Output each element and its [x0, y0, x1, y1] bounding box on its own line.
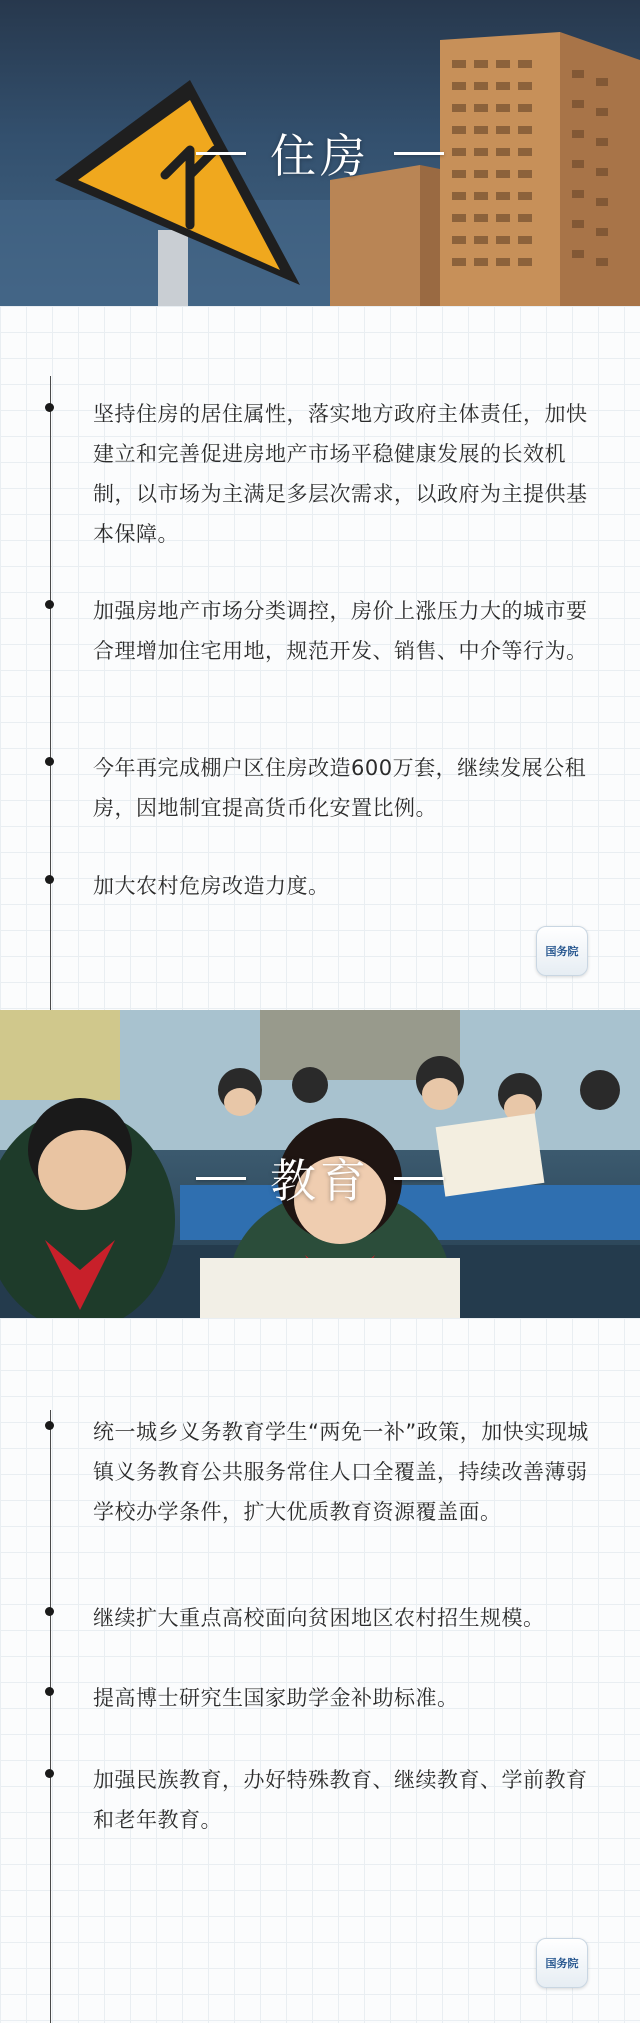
title-dash-left	[196, 1177, 246, 1180]
bullet-dot	[45, 1687, 54, 1696]
housing-item	[93, 866, 593, 906]
title-dash-right	[394, 1177, 444, 1180]
housing-item-text: 加强房地产市场分类调控，房价上涨压力大的城市要合理增加住宅用地，规范开发、销售、中介等行为。	[93, 599, 588, 663]
state-council-logo	[536, 1938, 588, 1988]
education-item	[93, 1760, 593, 1840]
housing-item	[93, 748, 593, 828]
housing-item	[93, 394, 593, 554]
bullet-dot	[45, 1607, 54, 1616]
bullet-dot	[45, 875, 54, 884]
bullet-dot	[45, 600, 54, 609]
bullet-dot	[45, 403, 54, 412]
education-item	[93, 1678, 593, 1718]
education-title-text: 教育	[270, 1154, 370, 1208]
state-council-logo	[536, 926, 588, 976]
education-item-text: 提高博士研究生国家助学金补助标准。	[93, 1686, 459, 1710]
bullet-dot	[45, 1769, 54, 1778]
education-section	[0, 1318, 640, 2023]
education-title	[0, 1145, 640, 1211]
housing-banner	[0, 0, 640, 306]
logo-text: 国务院	[545, 1957, 579, 1970]
education-timeline	[50, 1410, 51, 2023]
housing-item-text: 坚持住房的居住属性，落实地方政府主体责任，加快建立和完善促进房地产市场平稳健康发展的长效机制，以市场为主满足多层次需求，以政府为主提供基本保障。	[93, 402, 588, 546]
education-item-text: 继续扩大重点高校面向贫困地区农村招生规模。	[93, 1606, 545, 1630]
housing-item-text: 加大农村危房改造力度。	[93, 874, 330, 898]
education-item	[93, 1412, 593, 1532]
housing-section	[0, 306, 640, 1010]
title-dash-right	[394, 152, 444, 155]
education-banner	[0, 1010, 640, 1318]
bullet-dot	[45, 1421, 54, 1430]
sign-pole	[158, 230, 188, 306]
education-item	[93, 1598, 593, 1638]
housing-item	[93, 591, 593, 671]
education-item-text: 加强民族教育，办好特殊教育、继续教育、学前教育和老年教育。	[93, 1768, 588, 1832]
bullet-dot	[45, 757, 54, 766]
title-dash-left	[196, 152, 246, 155]
housing-timeline	[50, 376, 51, 1010]
housing-title	[0, 120, 640, 186]
education-item-text: 统一城乡义务教育学生“两免一补”政策，加快实现城镇义务教育公共服务常住人口全覆盖，持续改善薄弱学校办学条件，扩大优质教育资源覆盖面。	[93, 1420, 589, 1524]
housing-item-text: 今年再完成棚户区住房改造600万套，继续发展公租房，因地制宜提高货币化安置比例。	[93, 756, 587, 820]
housing-title-text: 住房	[270, 129, 370, 183]
logo-text: 国务院	[545, 945, 579, 958]
